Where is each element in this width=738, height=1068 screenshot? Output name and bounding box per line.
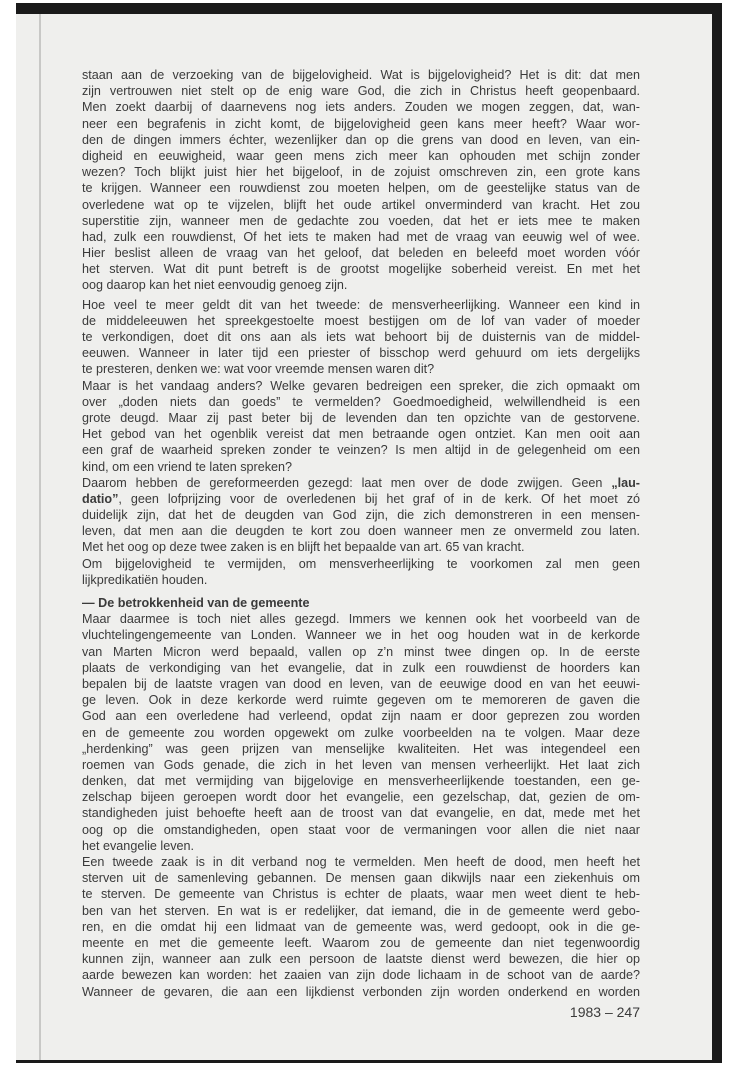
text-line: zelschap bijeen geroepen wordt door het evangelie, een gezelschap, dat, gezien de om- xyxy=(82,790,640,805)
text-line: neer een begrafenis in zicht komt, de bijgelovigheid geen kans meer heeft? Waar wor- xyxy=(82,116,640,131)
text-line: denken, dat met vermijding van bijgelovige en mensverheerlijkende toestanden, een ge- xyxy=(82,774,640,789)
text-line: Om bijgelovigheid te vermijden, om mensverheerlijking te voorkomen zal men geen xyxy=(82,556,640,571)
text-line: te presteren, denken we: wat voor vreemde mensen waren dit? xyxy=(82,362,435,377)
text-line: plaats de verkondiging van het evangelie, dat in zulk een rouwdienst de hoorders kan xyxy=(82,660,640,675)
text-line: te verkondigen, doet dit ons aan als iets wat behoort bij de duisternis van de middel- xyxy=(82,330,640,344)
text-line: oog daarop kan het niet eenvoudig genoeg zijn. xyxy=(82,278,348,293)
bold-text: „lau- xyxy=(611,475,640,490)
text-line: Wanneer de gevaren, die aan een lijkdienst verbonden zijn worden onderkend en worden xyxy=(82,984,640,999)
text-line: Men zoekt daarbij of daarnevens nog iets anders. Zouden we mogen zeggen, dat, wan- xyxy=(82,100,640,115)
text-line: zijn vertrouwen niet stelt op de enig ware God, die zich in Christus heeft geopenbaard. xyxy=(82,84,640,99)
text-line: eeuwen. Wanneer in later tijd een priester of bisschop werd gehuurd om iets dergelijks xyxy=(82,346,640,361)
paragraph xyxy=(82,556,640,588)
text-line: kunnen zijn, wanneer aan zulk een persoon de laatste dienst werd bewezen, die hier op xyxy=(82,952,640,967)
text-line: had, zulk een rouwdienst, Of het iets te maken had met de vraag van eeuwig wel of wee. xyxy=(82,229,640,244)
text-line: ge leven. Ook in deze kerkorde werd ruimte gegeven om te memoreren de gaven die xyxy=(82,693,640,708)
text-line: vluchtelingengemeente van Londen. Wanneer we in het oog houden wat in de kerkorde xyxy=(82,628,640,643)
bold-text: datio” xyxy=(82,491,119,506)
text-line: God aan een overledene had verleend, opdat zijn naam er door geprezen zou worden xyxy=(82,709,640,724)
paragraph xyxy=(82,67,640,294)
text-line: en de gemeente zou worden opgewekt om zulke voorbeelden na te volgen. Maar deze xyxy=(82,725,640,740)
paragraph xyxy=(82,297,640,378)
text-line: kind, om een vriend te laten spreken? xyxy=(82,459,293,474)
text-line: leven, dat men aan die deugden te kort zou doen wanneer men ze onvermeld zou laten. xyxy=(82,524,640,539)
body-text xyxy=(82,67,640,1000)
text-line: standigheden juist behoefte heeft aan de troost van dat evangelie, en dat, mede met het xyxy=(82,806,640,821)
text-line: Een tweede zaak is in dit verband nog te vermelden. Men heeft de dood, men heeft het xyxy=(82,855,640,869)
text-line xyxy=(82,491,640,507)
text-line: het sterven. Wat dit punt betreft is de grootst mogelijke soberheid vereist. En met het xyxy=(82,262,640,277)
text-line: ren, en die omdat hij een lidmaat van de gemeente was, werd gedoopt, ook in die ge- xyxy=(82,919,640,934)
text-line: sterven uit de samenleving gebannen. De mensen gaan dikwijls naar een ziekenhuis om xyxy=(82,871,640,886)
text-line: meente en met die gemeente leeft. Waarom zou de gemeente dan niet tegenwoordig xyxy=(82,935,640,950)
text-line: roemen van Gods genade, die zich in het leven van mensen verheerlijkt. Het laat zich xyxy=(82,757,640,772)
text-line: bepalen bij de laatste vragen van dood en leven, van de eeuwige dood en van het eeuwi- xyxy=(82,676,640,691)
text-line: Maar daarmee is toch niet alles gezegd. Immers we kennen ook het voorbeeld van de xyxy=(82,612,640,627)
text-line: het evangelie leven. xyxy=(82,838,195,853)
text-line: digheid en eeuwigheid, waar geen mens zich meer kan ophouden met schijn zonder xyxy=(82,148,640,163)
text-line: Hoe veel te meer geldt dit van het tweede: de mensverheerlijking. Wanneer een kind in xyxy=(82,297,640,312)
text-line: oog op die omstandigheden, open staat voor de vermaningen voor allen die niet naar xyxy=(82,822,640,837)
text-line: duidelijk zijn, dat het de deugden van God zijn, die zich demonstreren in een mensen- xyxy=(82,508,640,523)
text-line: een graf de waarheid spreken zonder te veinzen? Is men altijd in de gelegenheid om een xyxy=(82,443,640,458)
text-line: overledene wat op te vijzelen, blijft het oude artikel onverminderd van kracht. Het zou xyxy=(82,197,640,212)
page-number: 1983 – 247 xyxy=(569,1004,640,1020)
text-line: „herdenking” was geen prijzen van menselijke kwaliteiten. Het was integendeel een xyxy=(82,741,640,756)
text-line xyxy=(82,475,640,491)
page-gutter-line xyxy=(39,14,41,1060)
text-segment: Daarom hebben de gereformeerden gezegd: laat men over de dode zwijgen. Geen xyxy=(82,475,612,490)
text-line: Hier beslist alleen de vraag van het geloof, dat beleden en beleefd moet worden vóór xyxy=(82,246,640,261)
text-line: over „doden niets dan goeds” te vermelden? Goedmoedigheid, welwillendheid is een xyxy=(82,394,640,409)
paragraph xyxy=(82,378,640,475)
text-line: van Marten Micron werd bepaald, vallen op z’n minst twee dingen op. In de eerste xyxy=(82,644,640,659)
text-line: den de dingen immers échter, wezenlijker dan op die grens van dood en leven, van ein- xyxy=(82,132,640,147)
text-line: Met het oog op deze twee zaken is en blijft het bepaalde van art. 65 van kracht. xyxy=(82,540,525,555)
text-line: lijkpredikatiën houden. xyxy=(82,572,208,587)
paragraph xyxy=(82,475,640,556)
text-line: te krijgen. Wanneer een rouwdienst zou moeten helpen, om de geestelijke status van de xyxy=(82,181,640,196)
text-line: aarde bewezen kan worden: het zaaien van zijn dode lichaam in de schoot van de aarde? xyxy=(82,968,640,983)
text-line: superstitie zijn, wanneer men de gedachte zou voeden, dat het er iets mee te maken xyxy=(82,213,640,228)
text-line: grote deugd. Maar zij past beter bij de levenden dan ten opzichte van de gestorvene. xyxy=(82,410,640,425)
text-line: — De betrokkenheid van de gemeente xyxy=(82,596,310,610)
text-line: Het gebod van het ogenblik vereist dat men betraande ogen ontziet. Kan men ooit aan xyxy=(82,427,640,442)
text-line: Maar is het vandaag anders? Welke gevaren bedreigen een spreker, die zich opmaakt om xyxy=(82,378,640,393)
text-segment: , geen lofprijzing voor de overledenen bij het graf of in de kerk. Of het moet zó xyxy=(118,491,640,506)
text-line: ben van het sterven. En wat is er redelijker, dat iemand, die in de gemeente werd gebo- xyxy=(82,903,640,918)
section-heading xyxy=(82,595,640,611)
paragraph xyxy=(82,611,640,854)
text-line: te sterven. De gemeente van Christus is echter de plaats, waar men weet dient te heb- xyxy=(82,887,640,902)
text-line: de middeleeuwen het spreekgestoelte moest bestijgen om de lof van vader of moeder xyxy=(82,313,640,328)
paragraph xyxy=(82,854,640,1000)
text-line: wezen? Toch blijkt juist hier het bijgeloof, in de zojuist omschreven zin, een grote kans xyxy=(82,165,640,180)
text-line: staan aan de verzoeking van de bijgelovigheid. Wat is bijgelovigheid? Het is dit: dat men xyxy=(82,68,640,82)
